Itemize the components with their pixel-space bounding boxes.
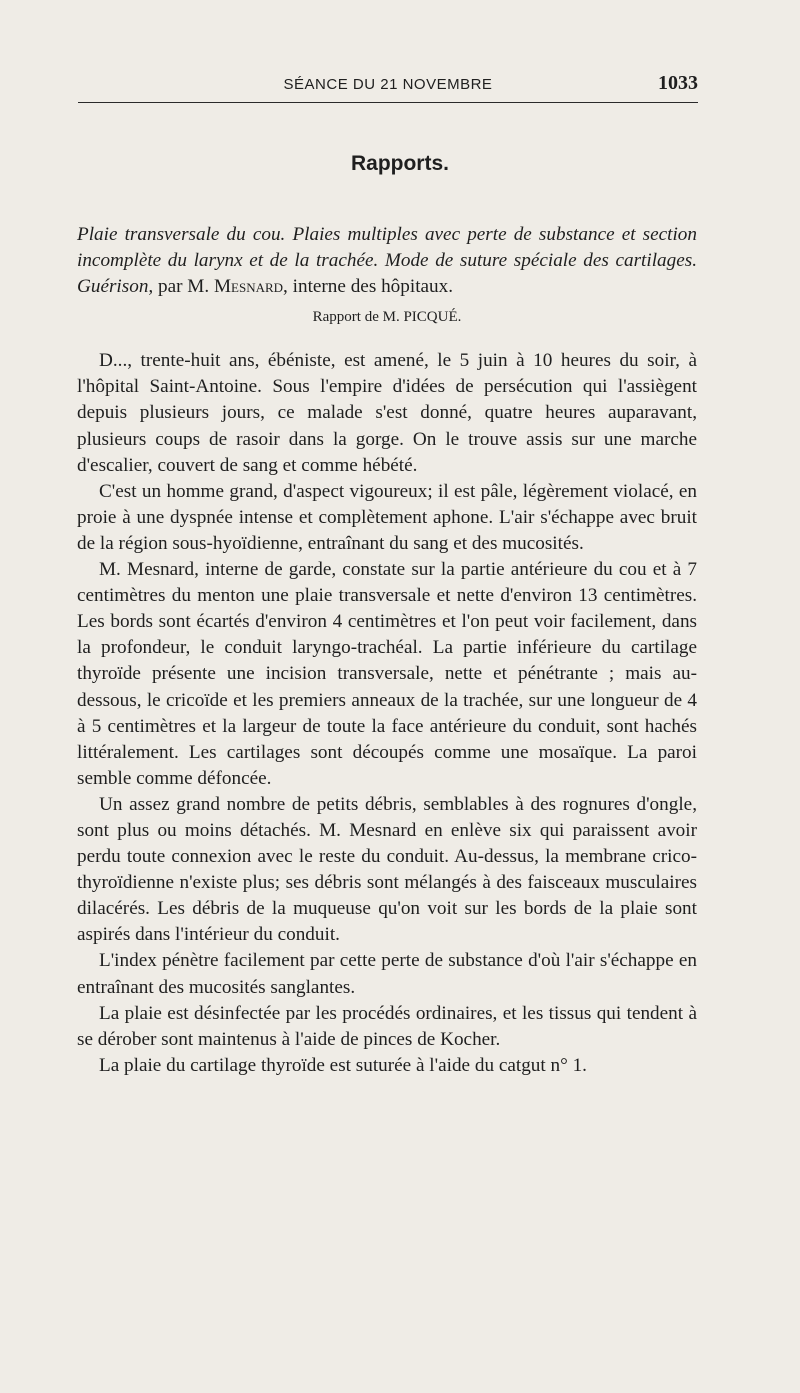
paragraph: D..., trente-huit ans, ébéniste, est amené, le 5 juin à 10 heures du soir, à l'hôpital Saint-Antoine. Sous l'empire d'idées de persécution qui l'assiègent depuis plusieurs jours, ce malade s'est donné, quatre heures auparavant, plusieurs coups de rasoir dans la gorge. On le trouve assis sur une marche d'escalier, couvert de sang et comme hébété. <box>77 350 697 476</box>
running-header <box>78 70 698 103</box>
report-title-rest: , interne des hôpitaux. <box>283 276 454 298</box>
running-title: SÉANCE DU 21 NOVEMBRE <box>283 76 493 93</box>
paragraph: Un assez grand nombre de petits débris, semblables à des rognures d'ongle, sont plus ou moins détachés. M. Mesnard en enlève six qui paraissent avoir perdu toute connexion avec le reste du conduit. Au-dessus, la membrane crico-thyroïdienne n'existe plus; ses débris sont mélangés à des faisceaux musculaires dilacérés. Les débris de la muqueuse qu'on voit sur les bords de la plaie sont aspirés dans l'intérieur du conduit. <box>77 793 697 946</box>
paragraph: C'est un homme grand, d'aspect vigoureux; il est pâle, légèrement violacé, en proie à une dyspnée intense et complètement aphone. L'air s'échappe avec bruit de la région sous-hyoïdienne, entraînant du sang et des mucosités. <box>77 480 697 554</box>
report-title-by: par M. <box>153 276 214 298</box>
report-author: Mesnard <box>213 276 284 298</box>
paragraph: La plaie est désinfectée par les procédés ordinaires, et les tissus qui tendent à se dérober sont maintenus à l'aide de pinces de Kocher. <box>77 1002 697 1050</box>
paragraph: La plaie du cartilage thyroïde est suturée à l'aide du catgut n° 1. <box>99 1054 587 1076</box>
reporter-line: Rapport de M. PICQUÉ. <box>312 309 462 326</box>
body-text <box>77 222 697 1079</box>
report-title <box>77 222 697 300</box>
paragraph: L'index pénètre facilement par cette perte de substance d'où l'air s'échappe en entraînant des mucosités sanglantes. <box>77 950 697 998</box>
page-number: 1033 <box>658 72 698 94</box>
report-title-italic: Plaie transversale du cou. Plaies multiples avec perte de substance et section incomplète du larynx et de la trachée. Mode de suture spéciale des cartilages. Guérison, <box>77 224 697 298</box>
section-title: Rapports. <box>350 152 449 175</box>
paragraph: M. Mesnard, interne de garde, constate sur la partie antérieure du cou et à 7 centimètres du menton une plaie transversale et nette d'environ 13 centimètres. Les bords sont écartés d'environ 4 centimètres et l'on peut voir facilement, dans la profondeur, le conduit laryngo-trachéal. La partie inférieure du cartilage thyroïde présente une incision transversale, nette et pénétrante ; mais au-dessous, le cricoïde et les premiers anneaux de la trachée, sur une longueur de 4 à 5 centimètres et la largeur de toute la face antérieure du conduit, sont hachés littéralement. Les cartilages sont découpés comme une mosaïque. La paroi semble comme défoncée. <box>77 559 697 789</box>
